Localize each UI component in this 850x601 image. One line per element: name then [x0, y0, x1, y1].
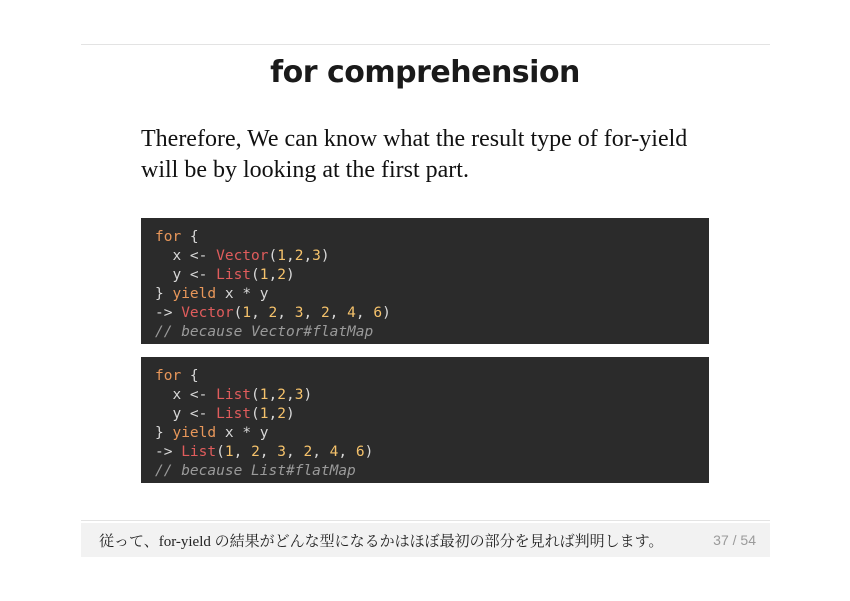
code-token: ): [285, 266, 295, 283]
code-token: (: [233, 304, 243, 321]
code-token: ,: [251, 304, 269, 321]
code-token: Vector: [181, 304, 234, 321]
code-token: ): [303, 386, 313, 403]
top-divider: [81, 44, 770, 45]
code-token: ,: [329, 304, 348, 321]
code-token: 1: [259, 266, 269, 283]
code-token: ): [364, 443, 374, 460]
code-line: [155, 444, 373, 460]
code-token: 2: [277, 386, 286, 403]
code-token: x * y: [216, 285, 269, 302]
code-token: y <-: [155, 266, 217, 283]
code-line: [155, 229, 199, 245]
code-token: ,: [277, 304, 295, 321]
code-token: x <-: [155, 247, 217, 264]
code-token: ,: [303, 247, 313, 264]
page-title: for comprehension: [270, 55, 580, 90]
code-token: for: [155, 228, 182, 245]
code-token: 4: [347, 304, 356, 321]
code-token: (: [216, 443, 225, 460]
code-token: 6: [373, 304, 383, 321]
code-token: ): [382, 304, 391, 321]
code-token: // because Vector#flatMap: [155, 323, 374, 340]
code-token: List: [216, 386, 252, 403]
code-token: ,: [312, 443, 330, 460]
code-token: 2: [277, 405, 286, 422]
code-token: // because List#flatMap: [155, 462, 356, 479]
code-token: Vector: [216, 247, 269, 264]
code-token: ): [320, 247, 330, 264]
code-token: (: [251, 386, 260, 403]
code-token: ,: [355, 304, 374, 321]
code-token: 1: [277, 247, 286, 264]
code-token: ,: [285, 386, 295, 403]
code-token: y <-: [155, 405, 217, 422]
code-token: 2: [294, 247, 304, 264]
code-token: (: [251, 266, 260, 283]
code-token: x * y: [216, 424, 269, 441]
code-line: [155, 267, 295, 283]
code-token: 3: [312, 247, 321, 264]
bottom-divider: [81, 520, 770, 521]
code-token: ,: [233, 443, 252, 460]
code-line: [155, 324, 373, 340]
code-token: }: [155, 285, 173, 302]
code-token: 1: [224, 443, 234, 460]
code-line: [155, 463, 356, 479]
code-token: (: [251, 405, 260, 422]
code-token: 2: [320, 304, 330, 321]
code-token: yield: [172, 424, 217, 441]
code-token: 2: [251, 443, 260, 460]
code-token: 1: [242, 304, 252, 321]
code-block-list: [141, 357, 709, 483]
code-line: [155, 406, 295, 422]
code-token: ->: [155, 304, 182, 321]
code-token: List: [216, 266, 252, 283]
code-token: 3: [294, 386, 304, 403]
code-token: List: [216, 405, 252, 422]
code-token: 1: [259, 405, 269, 422]
code-line: [155, 305, 391, 321]
code-token: ,: [268, 386, 278, 403]
code-token: (: [268, 247, 278, 264]
code-token: for: [155, 367, 182, 384]
code-token: x <-: [155, 386, 217, 403]
code-line: [155, 425, 269, 441]
code-token: ,: [285, 247, 295, 264]
page-number: 37 / 54: [713, 532, 756, 548]
code-line: [155, 286, 269, 302]
code-token: 4: [329, 443, 339, 460]
code-line: [155, 368, 199, 384]
code-token: {: [181, 228, 199, 245]
code-token: 2: [268, 304, 278, 321]
code-token: 6: [355, 443, 365, 460]
code-token: 2: [303, 443, 313, 460]
code-line: [155, 387, 312, 403]
code-token: yield: [172, 285, 217, 302]
code-token: 1: [259, 386, 269, 403]
footer-note: 従って、for-yield の結果がどんな型になるかはほぼ最初の部分を見れば判明します。: [99, 533, 664, 550]
code-token: 3: [277, 443, 286, 460]
code-token: 3: [294, 304, 304, 321]
lead-paragraph: Therefore, We can know what the result type of for-yield will be by looking at the first part.: [141, 126, 688, 183]
code-token: ,: [286, 443, 304, 460]
code-token: ->: [155, 443, 182, 460]
code-block-vector: [141, 218, 709, 344]
code-token: {: [181, 367, 199, 384]
slide-footer: [81, 523, 770, 557]
code-token: List: [181, 443, 217, 460]
code-token: ,: [259, 443, 278, 460]
code-token: }: [155, 424, 173, 441]
code-line: [155, 248, 330, 264]
code-token: ,: [268, 405, 278, 422]
code-token: ,: [338, 443, 356, 460]
code-token: 2: [277, 266, 286, 283]
code-token: ,: [303, 304, 321, 321]
code-token: ,: [268, 266, 278, 283]
code-token: ): [285, 405, 295, 422]
